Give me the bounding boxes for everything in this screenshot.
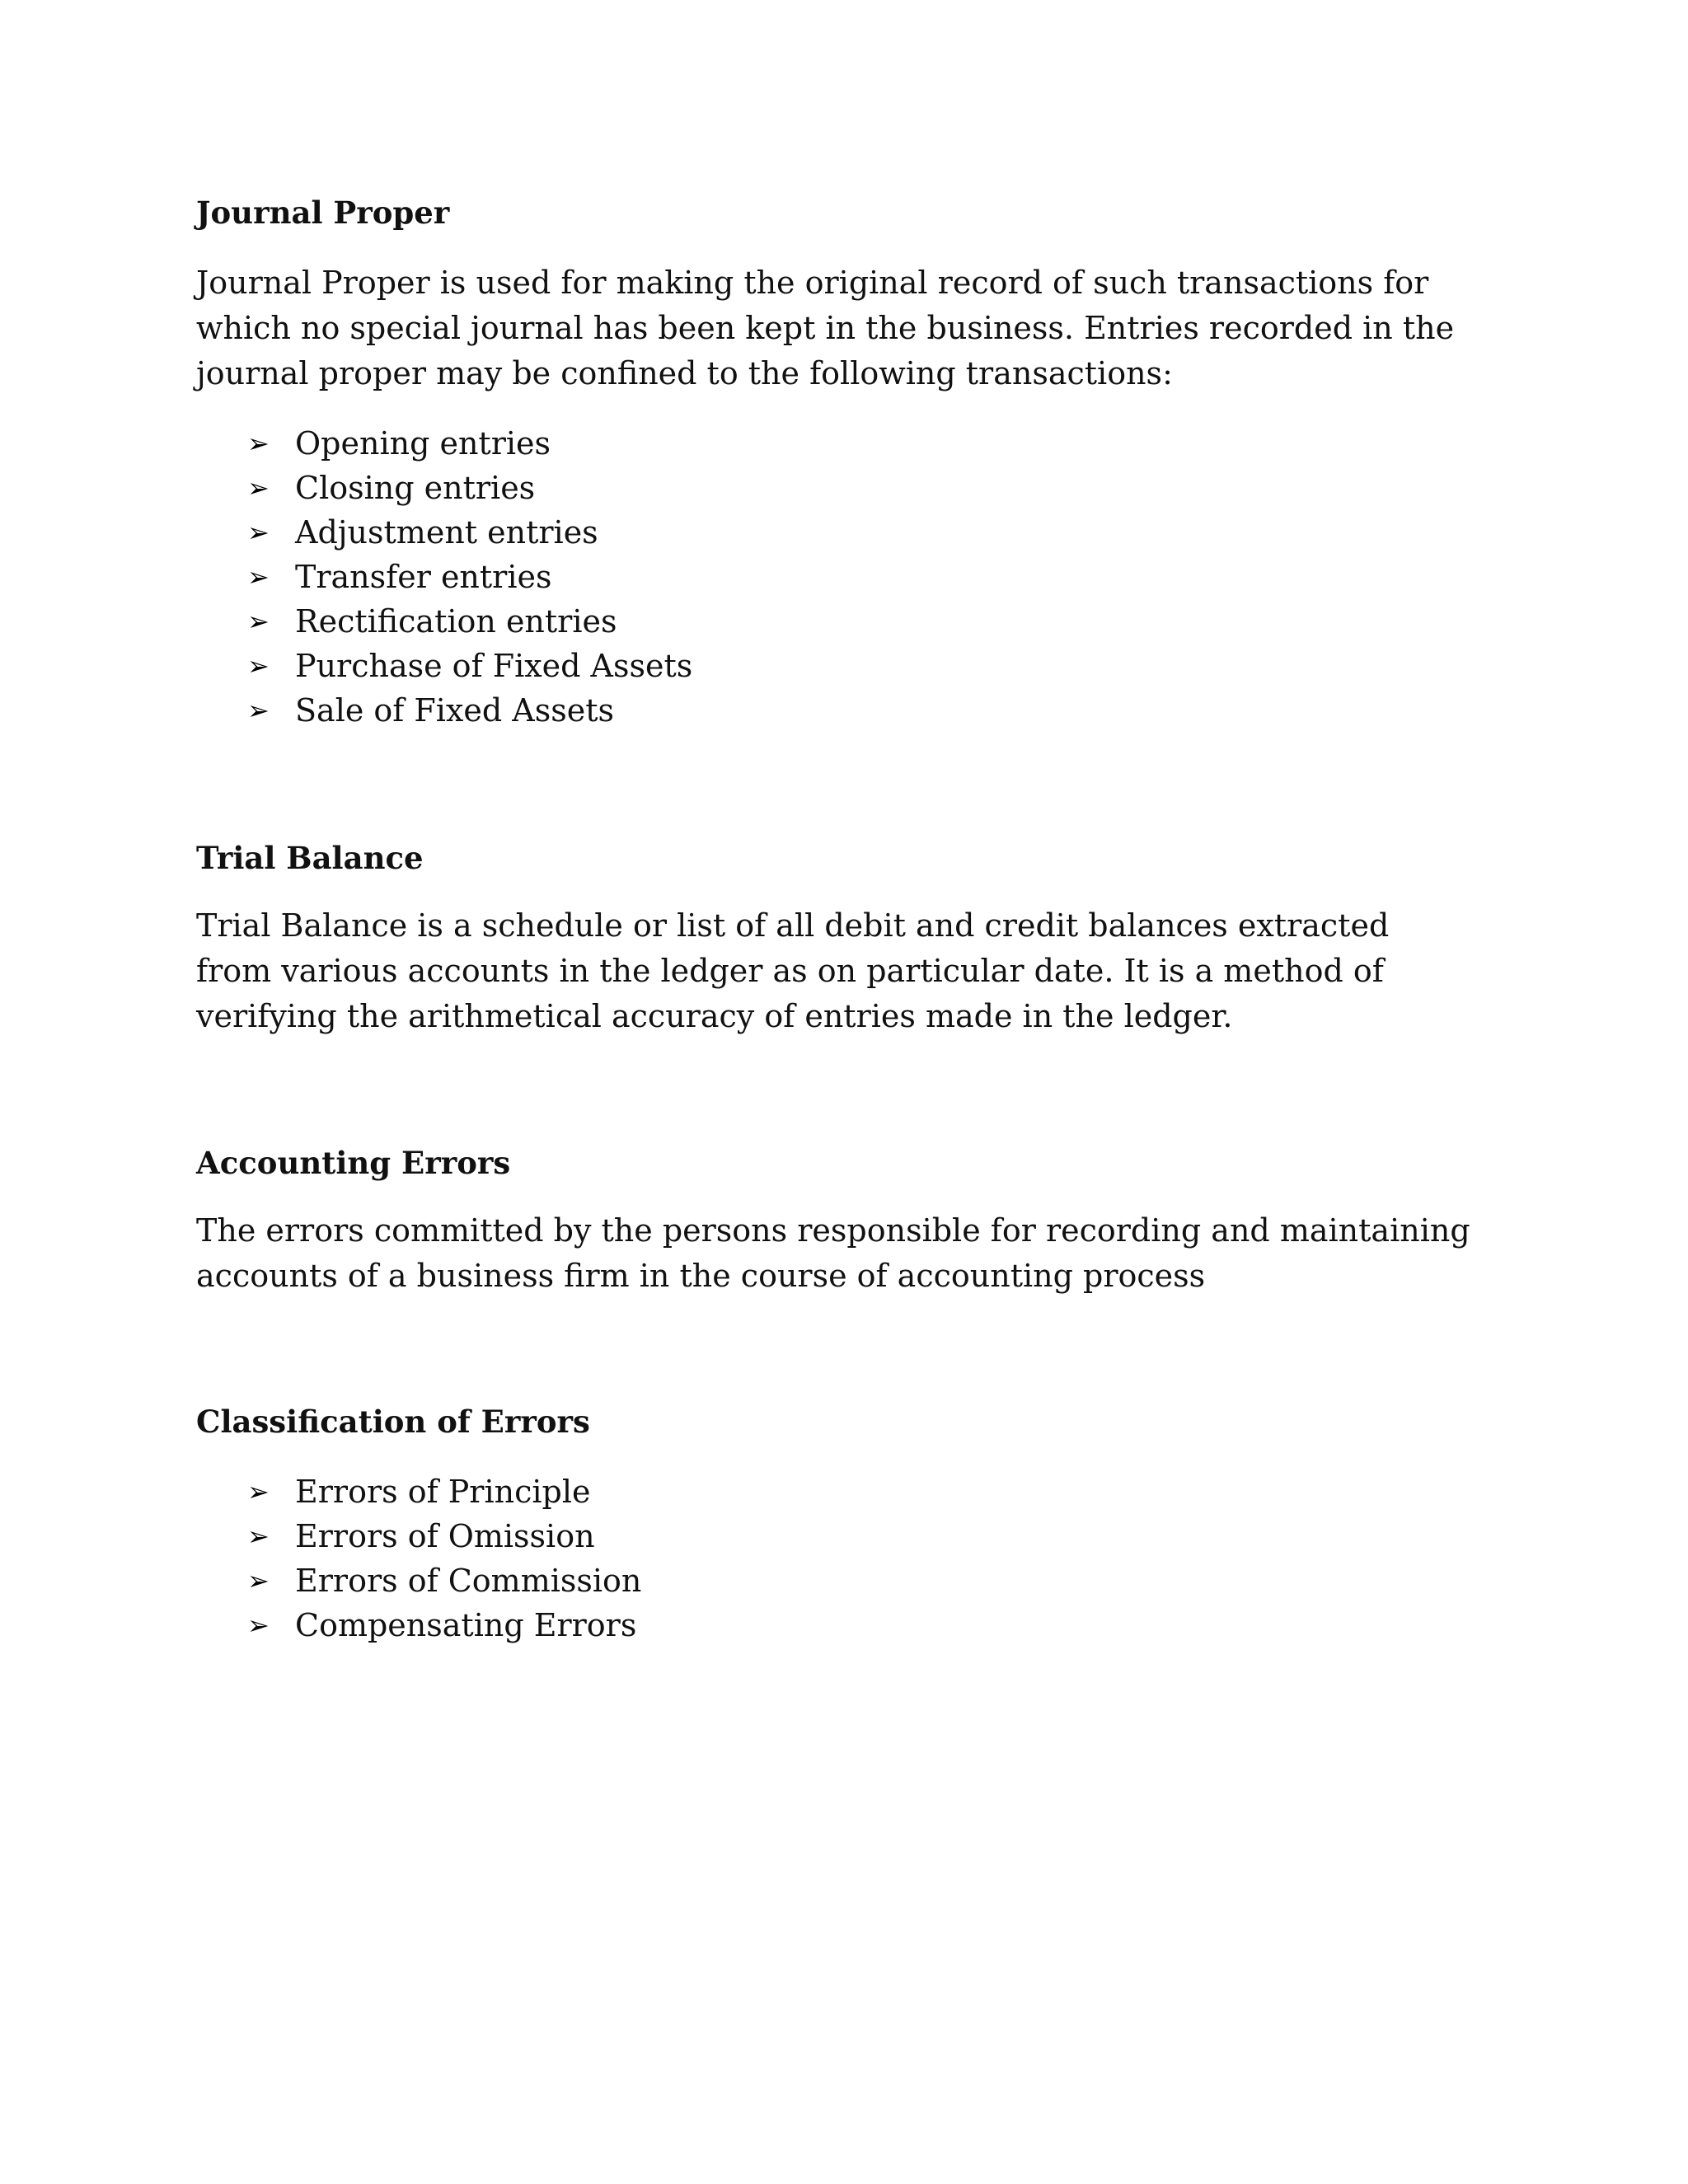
section-heading: Journal Proper (196, 194, 450, 231)
list-item-label: Rectification entries (295, 603, 617, 640)
list-item-label: Transfer entries (295, 559, 552, 595)
list-item-label: Compensating Errors (295, 1607, 637, 1643)
list-item (196, 1469, 1515, 1514)
arrowhead-bullet-icon: ➢ (247, 650, 270, 682)
arrowhead-bullet-icon: ➢ (247, 428, 270, 459)
section-trial-balance (196, 837, 1515, 1039)
paragraph-line: The errors committed by the persons responsible for recording and maintaining (196, 1212, 1470, 1249)
bullet-list (196, 1469, 1515, 1647)
paragraph-line: Journal Proper is used for making the original record of such transactions for (196, 265, 1429, 301)
arrowhead-bullet-icon: ➢ (247, 561, 270, 593)
arrowhead-bullet-icon: ➢ (247, 606, 270, 637)
list-item (196, 555, 1515, 599)
list-item-label: Errors of Omission (295, 1518, 595, 1554)
section-heading: Accounting Errors (196, 1145, 511, 1181)
list-item (196, 510, 1515, 555)
section-heading: Classification of Errors (196, 1404, 590, 1440)
section-journal-proper (196, 192, 1515, 733)
list-item (196, 1603, 1515, 1647)
paragraph-line: accounts of a business firm in the course of accounting process (196, 1258, 1206, 1294)
list-item-label: Errors of Principle (295, 1474, 591, 1510)
section-paragraph (196, 1208, 1507, 1299)
list-item-label: Sale of Fixed Assets (295, 692, 614, 729)
arrowhead-bullet-icon: ➢ (247, 472, 270, 504)
arrowhead-bullet-icon: ➢ (247, 517, 270, 548)
paragraph-line: Trial Balance is a schedule or list of all debit and credit balances extracted (196, 907, 1390, 944)
list-item-label: Closing entries (295, 470, 536, 506)
bullet-list (196, 421, 1515, 733)
list-item-label: Errors of Commission (295, 1563, 642, 1599)
list-item-label: Opening entries (295, 425, 551, 462)
arrowhead-bullet-icon: ➢ (247, 1476, 270, 1507)
section-classification-of-errors (196, 1401, 1515, 1647)
paragraph-line: verifying the arithmetical accuracy of entries made in the ledger. (196, 998, 1233, 1034)
section-heading: Trial Balance (196, 840, 424, 876)
list-item-label: Adjustment entries (295, 514, 598, 551)
arrowhead-bullet-icon: ➢ (247, 1610, 270, 1641)
section-accounting-errors (196, 1142, 1515, 1299)
list-item (196, 599, 1515, 644)
list-item (196, 644, 1515, 688)
section-paragraph (196, 260, 1507, 396)
paragraph-line: which no special journal has been kept in the business. Entries recorded in the (196, 310, 1455, 346)
section-paragraph (196, 903, 1507, 1039)
list-item-label: Purchase of Fixed Assets (295, 648, 693, 684)
paragraph-line: from various accounts in the ledger as on particular date. It is a method of (196, 953, 1384, 989)
paragraph-line: journal proper may be confined to the following transactions: (196, 355, 1173, 391)
arrowhead-bullet-icon: ➢ (247, 695, 270, 726)
list-item (196, 688, 1515, 733)
arrowhead-bullet-icon: ➢ (247, 1565, 270, 1596)
arrowhead-bullet-icon: ➢ (247, 1521, 270, 1552)
list-item (196, 1514, 1515, 1558)
list-item (196, 1558, 1515, 1603)
list-item (196, 421, 1515, 466)
list-item (196, 466, 1515, 510)
